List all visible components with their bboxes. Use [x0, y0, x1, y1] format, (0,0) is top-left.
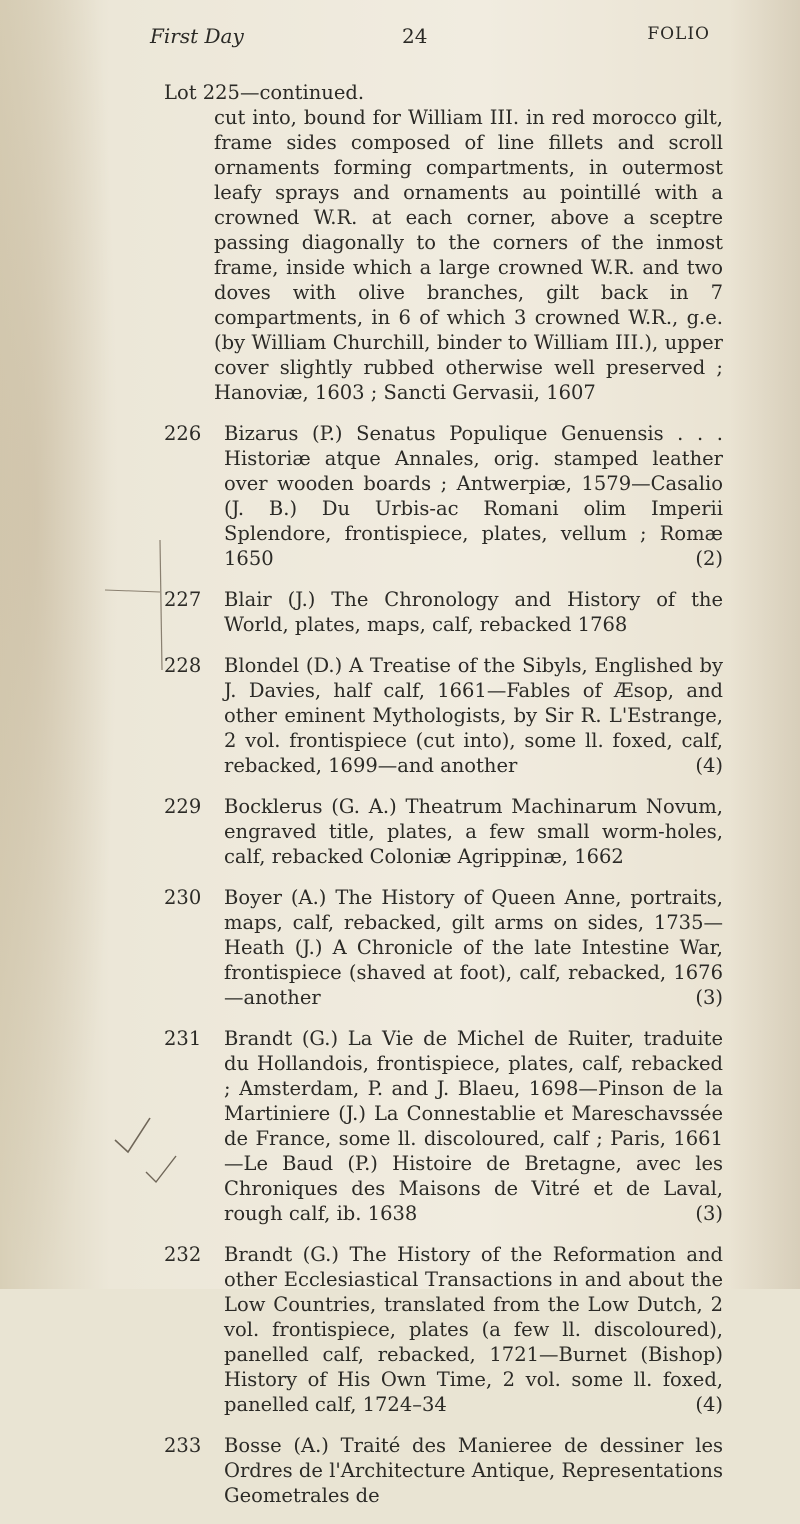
- lot-number: 230: [164, 886, 202, 909]
- lot-description: Bosse (A.) Traité des Manieree de dessiner les Ordres de l'Architecture Antique, Representations Geometrales de: [224, 1434, 723, 1507]
- lot-number: 228: [164, 654, 202, 677]
- lot-entry: [158, 885, 723, 1010]
- pencil-check-mark: [110, 1110, 160, 1160]
- header-format: FOLIO: [647, 24, 710, 44]
- lot-count: (2): [695, 547, 723, 570]
- lot-number: 232: [164, 1243, 202, 1266]
- lot-number: 226: [164, 422, 202, 445]
- lot-entry: [158, 421, 723, 571]
- lot-entry: [158, 1433, 723, 1508]
- page-number: 24: [402, 24, 428, 48]
- lot-number: 231: [164, 1027, 202, 1050]
- page-edge-shadow-left: [0, 0, 120, 1289]
- lot-entry: [158, 587, 723, 637]
- running-header: [150, 24, 710, 54]
- lot-entry: [158, 794, 723, 869]
- continuation-heading: Lot 225—continued.: [164, 81, 365, 104]
- lot-number: 227: [164, 588, 202, 611]
- header-day: First Day: [150, 24, 244, 48]
- lot-number: 233: [164, 1434, 202, 1457]
- page-edge-shadow-right: [730, 0, 800, 1289]
- lot-description: Bocklerus (G. A.) Theatrum Machinarum Novum, engraved title, plates, a few small worm-holes, calf, rebacked Coloniæ Agrippinæ, 1662: [224, 795, 723, 868]
- lot-entry: [158, 1242, 723, 1417]
- lot-description: Bizarus (P.) Senatus Populique Genuensis . . . Historiæ atque Annales, orig. stamped leather over wooden boards ; Antwerpiæ, 1579—Casalio (J. B.) Du Urbis-ac Romani olim Imperii Splendore, frontispiece, plates, vellum ; Romæ 1650: [224, 422, 723, 570]
- lot-description: Brandt (G.) La Vie de Michel de Ruiter, traduite du Hollandois, frontispiece, plates, calf, rebacked ; Amsterdam, P. and J. Blaeu, 1698—Pinson de la Martiniere (J.) La Connestablie et Mareschavssée de France, some ll. discoloured, calf ; Paris, 1661—Le Baud (P.) Histoire de Bretagne, avec les Chroniques des Maisons de Vitré et de Laval, rough calf, ib. 1638: [224, 1027, 723, 1225]
- lot-entry: [158, 1026, 723, 1226]
- lot-count: (4): [695, 1393, 723, 1416]
- lot-description: Blair (J.) The Chronology and History of the World, plates, maps, calf, rebacked 1768: [224, 588, 723, 636]
- lot-listing: [158, 80, 723, 1524]
- lot-number: 229: [164, 795, 202, 818]
- lot-description: Boyer (A.) The History of Queen Anne, portraits, maps, calf, rebacked, gilt arms on sides, 1735—Heath (J.) A Chronicle of the late Intestine War, frontispiece (shaved at foot), calf, rebacked, 1676—another: [224, 886, 723, 1009]
- lot-entry: [158, 653, 723, 778]
- lot-description: Blondel (D.) A Treatise of the Sibyls, Englished by J. Davies, half calf, 1661—Fables of Æsop, and other eminent Mythologists, by Sir R. L'Estrange, 2 vol. frontispiece (cut into), some ll. foxed, calf, rebacked, 1699—and another: [224, 654, 723, 777]
- continuation-text: cut into, bound for William III. in red morocco gilt, frame sides composed of line fillets and scroll ornaments forming compartments, in outermost leafy sprays and ornaments au pointillé with a crowned W.R. at each corner, above a sceptre passing diagonally to the corners of the inmost frame, inside which a large crowned W.R. and two doves with olive branches, gilt back in 7 compartments, in 6 of which 3 crowned W.R., g.e. (by William Churchill, binder to William III.), upper cover slightly rubbed otherwise well preserved ; Hanoviæ, 1603 ; Sancti Gervasii, 1607: [214, 106, 723, 404]
- lot-description: Brandt (G.) The History of the Reformation and other Ecclesiastical Transactions in and about the Low Countries, translated from the Low Dutch, 2 vol. frontispiece, plates (a few ll. discoloured), panelled calf, rebacked, 1721—Burnet (Bishop) History of His Own Time, 2 vol. some ll. foxed, panelled calf, 1724–34: [224, 1243, 723, 1416]
- lot-count: (3): [695, 1202, 723, 1225]
- lot-count: (4): [695, 754, 723, 777]
- lot-count: (3): [695, 986, 723, 1009]
